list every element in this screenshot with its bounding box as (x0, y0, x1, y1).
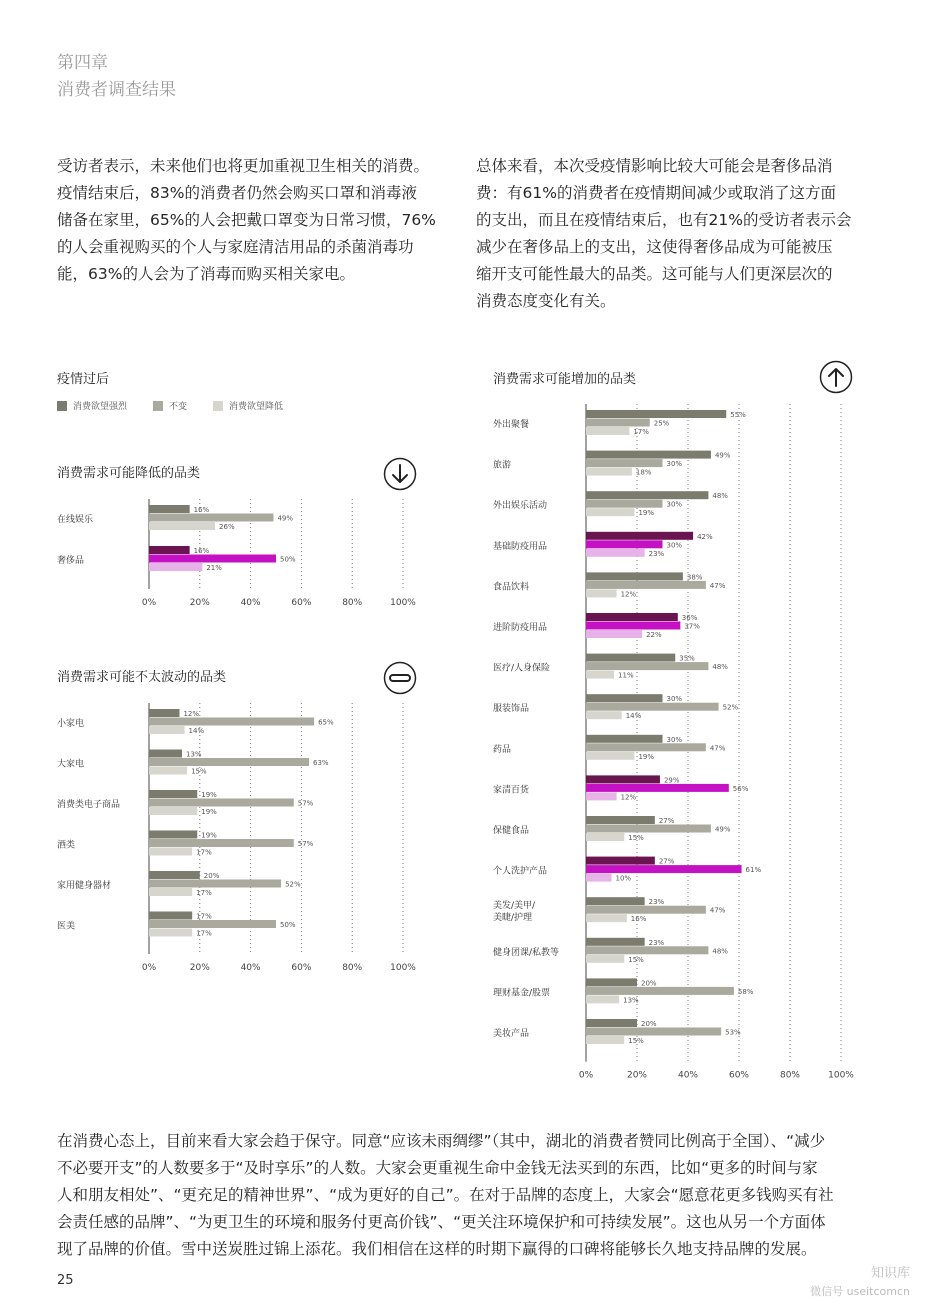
data-label: 19% (201, 808, 217, 816)
bar-weak (149, 726, 185, 734)
bar-chart-decrease (0, 495, 460, 605)
data-label: 42% (697, 532, 713, 541)
data-label: 21% (206, 564, 222, 572)
x-tick-label: 100% (390, 963, 416, 970)
bar-strong (149, 546, 190, 554)
legend-swatch (213, 401, 223, 411)
legend-swatch (57, 401, 67, 411)
bar-strong (586, 532, 693, 540)
text-line: 的支出，而且在疫情结束后，也有21%的受访者表示会 (476, 211, 852, 229)
text-line: 不必要开支”的人数要多于“及时享乐”的人数。大家会更重视生命中金钱无法买到的东西，比如“更多的时间与家 (57, 1159, 818, 1177)
x-tick-label: 60% (728, 1070, 750, 1080)
watermark-account: 微信号 useitcomcn (810, 1285, 910, 1298)
bar-weak (149, 888, 192, 896)
bar-strong (586, 775, 660, 783)
paragraph-bottom (57, 1128, 877, 1263)
data-label: 17% (196, 889, 212, 897)
data-label: 13% (186, 750, 202, 759)
bar-same (586, 865, 742, 873)
data-label: 20% (641, 979, 657, 988)
bar-strong (586, 451, 711, 459)
x-tick-label: 20% (189, 598, 210, 605)
category-label: 酒类 (57, 840, 76, 851)
data-label: 11% (618, 671, 634, 680)
bar-strong (586, 1019, 637, 1027)
bar-same (149, 718, 314, 726)
data-label: 15% (628, 955, 644, 964)
x-tick-label: 80% (342, 598, 363, 605)
data-label: 26% (219, 523, 235, 531)
text-line: 能，63%的人会为了消毒而购买相关家电。 (57, 265, 355, 283)
data-label: 14% (188, 727, 205, 735)
bar-strong (586, 654, 675, 662)
data-label: 16% (193, 547, 210, 555)
x-tick-label: 40% (240, 963, 261, 970)
bar-same (586, 540, 663, 548)
chapter-title: 消费者调查结果 (57, 80, 176, 100)
legend-item-same (153, 399, 187, 412)
bar-same (586, 946, 708, 954)
bar-same (586, 825, 711, 833)
bar-strong (149, 709, 179, 717)
x-tick-label: 80% (342, 963, 363, 970)
bar-weak (149, 807, 197, 815)
text-line: 受访者表示，未来他们也将更加重视卫生相关的消费。 (57, 157, 430, 175)
data-label: 19% (638, 509, 655, 518)
legend-swatch (153, 401, 163, 411)
bar-weak (586, 995, 619, 1003)
bar-weak (586, 914, 627, 922)
data-label: 23% (648, 898, 665, 907)
chart-title-increase: 消费需求可能增加的品类 (493, 372, 637, 387)
legend-label: 不变 (169, 402, 188, 412)
data-label: 27% (658, 857, 675, 866)
data-label: 49% (714, 825, 731, 834)
category-label: 进阶防疫用品 (493, 623, 548, 633)
bar-same (586, 703, 719, 711)
bar-same (586, 987, 734, 995)
category-label: 家清百货 (493, 785, 530, 796)
bar-strong (586, 613, 678, 621)
bar-same (586, 743, 706, 751)
data-label: 19% (638, 752, 655, 761)
x-tick-label: 100% (390, 598, 416, 605)
x-tick-label: 20% (189, 963, 210, 970)
bar-same (586, 459, 663, 467)
chapter-number: 第四章 (57, 53, 108, 73)
bar-weak (586, 752, 634, 760)
data-label: 22% (646, 631, 662, 639)
category-label: 健身团课/私教等 (493, 947, 560, 958)
page-number: 25 (57, 1273, 74, 1288)
category-label: 外出聚餐 (493, 420, 530, 430)
text-line: 缩开支可能性最大的品类。这可能与人们更深层次的 (476, 265, 833, 283)
data-label: 47% (709, 906, 726, 915)
bar-strong (149, 912, 192, 920)
bar-weak (586, 468, 632, 476)
bar-strong (149, 790, 197, 798)
data-label: 55% (730, 411, 746, 419)
bar-strong (586, 410, 726, 418)
data-label: 58% (737, 987, 754, 996)
bar-strong (586, 572, 683, 580)
data-label: 23% (648, 549, 665, 558)
bar-weak (586, 874, 612, 882)
bar-strong (149, 831, 197, 839)
data-label: 30% (666, 695, 683, 704)
bar-same (149, 839, 294, 847)
bar-same (149, 555, 276, 563)
data-label: 18% (635, 468, 652, 477)
category-label: 大家电 (57, 759, 85, 770)
text-line: 人和朋友相处”、“更充足的精神世界”、“成为更好的自己”。在对于品牌的态度上，大家会“愿意花更多钱购买有社 (57, 1186, 834, 1204)
category-label: 消费类电子商品 (57, 800, 121, 810)
data-label: 49% (277, 514, 294, 523)
text-line: 费：有61%的消费者在疫情期间减少或取消了这方面 (476, 184, 836, 202)
category-label: 旅游 (493, 460, 512, 471)
data-label: 15% (191, 767, 207, 776)
bar-strong (586, 694, 663, 702)
data-label: 56% (732, 784, 749, 793)
bar-strong (586, 735, 663, 743)
bar-strong (149, 505, 190, 513)
data-label: 57% (297, 799, 314, 808)
chart-title-decrease: 消费需求可能降低的品类 (57, 466, 201, 481)
bar-same (149, 880, 281, 888)
text-line: 现了品牌的价值。雪中送炭胜过锦上添花。我们相信在这样的时期下赢得的口碑将能够长久地支持品牌的发展。 (57, 1240, 817, 1258)
bar-strong (149, 871, 200, 879)
watermark (810, 1265, 910, 1301)
data-label: 27% (658, 817, 675, 825)
data-label: 15% (628, 834, 644, 842)
watermark-brand: 知识库 (870, 1266, 910, 1281)
bar-weak (586, 589, 617, 597)
category-label: 保健食品 (493, 826, 530, 836)
bar-strong (586, 897, 645, 905)
category-label: 基础防疫用品 (493, 541, 548, 552)
bar-strong (586, 491, 708, 499)
text-line: 减少在奢侈品上的支出，这使得奢侈品成为可能被压 (476, 238, 833, 256)
data-label: 12% (183, 710, 200, 718)
data-label: 50% (280, 555, 296, 564)
bar-chart-increase (480, 400, 880, 1080)
data-label: 17% (196, 912, 212, 921)
text-line: 会责任感的品牌”、“为更卫生的环境和服务付更高价钱”、“更关注环境保护和可持续发展”。这也从另一个方面体 (57, 1213, 826, 1231)
bar-weak (149, 848, 192, 856)
data-label: 19% (201, 831, 217, 840)
data-label: 57% (297, 840, 314, 848)
data-label: 29% (663, 776, 680, 785)
data-label: 12% (620, 590, 637, 599)
bar-same (586, 581, 706, 589)
paragraph-right (476, 153, 876, 315)
category-label: 美妆产品 (493, 1029, 530, 1039)
bar-strong (586, 857, 655, 865)
category-label: 医美 (57, 921, 76, 932)
data-label: 30% (666, 541, 683, 550)
up-arrow-circle-icon (819, 360, 853, 394)
category-label: 食品饮料 (493, 582, 530, 593)
data-label: 61% (745, 866, 762, 875)
data-label: 36% (681, 614, 698, 622)
bar-same (149, 920, 276, 928)
data-label: 23% (648, 938, 665, 947)
data-label: 17% (633, 428, 649, 436)
bar-same (586, 662, 708, 670)
text-line: 疫情结束后，83%的消费者仍然会购买口罩和消毒液 (57, 184, 417, 202)
bar-chart-stable (0, 700, 460, 970)
data-label: 37% (684, 622, 700, 631)
data-label: 53% (725, 1028, 741, 1037)
data-label: 50% (280, 921, 296, 929)
bar-weak (149, 522, 215, 530)
data-label: 48% (712, 492, 728, 501)
category-label: 服装饰品 (493, 704, 530, 715)
data-label: 52% (722, 703, 739, 712)
bar-weak (586, 833, 624, 841)
x-tick-label: 40% (677, 1070, 699, 1080)
bar-weak (586, 427, 629, 435)
legend-label: 消费欲望降低 (229, 402, 284, 412)
x-tick-label: 20% (626, 1070, 648, 1080)
chart-title-stable: 消费需求可能不太波动的品类 (57, 670, 227, 685)
category-label: 个人洗护产品 (493, 866, 548, 877)
bar-weak (149, 929, 192, 937)
data-label: 13% (623, 996, 639, 1005)
bar-strong (586, 978, 637, 986)
data-label: 17% (196, 929, 212, 938)
chapter-heading (57, 50, 176, 104)
data-label: 35% (679, 654, 695, 663)
data-label: 20% (203, 872, 220, 880)
bar-same (586, 906, 706, 914)
text-line: 在消费心态上，目前来看大家会趋于保守。同意“应该未雨绸缪”（其中，湖北的消费者赞同比例高于全国）、“减少 (57, 1132, 826, 1150)
bar-same (586, 622, 680, 630)
data-label: 20% (641, 1020, 657, 1028)
legend-item-strong (57, 399, 127, 412)
x-tick-label: 100% (828, 1070, 854, 1080)
bar-weak (586, 630, 642, 638)
data-label: 30% (666, 735, 683, 744)
legend-label: 消费欲望强烈 (73, 402, 128, 412)
bar-strong (586, 816, 655, 824)
bar-strong (586, 938, 645, 946)
category-label: 家用健身器材 (57, 881, 112, 891)
x-tick-label: 0% (141, 963, 157, 970)
data-label: 65% (318, 718, 334, 727)
bar-weak (586, 671, 614, 679)
bar-same (586, 419, 650, 427)
data-label: 30% (666, 500, 683, 509)
data-label: 49% (714, 451, 731, 460)
category-label: 理财基金/股票 (493, 988, 551, 999)
category-label: 美睫/护理 (493, 913, 533, 924)
legend-item-weak (213, 399, 283, 412)
category-label: 奢侈品 (57, 556, 85, 566)
data-label: 16% (193, 506, 210, 514)
data-label: 17% (196, 848, 212, 857)
bar-same (149, 514, 273, 522)
category-label: 美发/美甲/ (493, 901, 536, 912)
data-label: 15% (628, 1037, 644, 1045)
category-label: 小家电 (57, 719, 85, 729)
data-label: 48% (712, 947, 728, 956)
x-tick-label: 0% (141, 598, 157, 605)
bar-same (586, 1028, 721, 1036)
text-line: 消费态度变化有关。 (476, 292, 616, 310)
category-label: 外出娱乐活动 (493, 501, 548, 512)
data-label: 47% (709, 744, 726, 753)
bar-weak (586, 1036, 624, 1044)
bar-weak (586, 549, 645, 557)
category-label: 医疗/人身保险 (493, 663, 551, 674)
neutral-bar-circle-icon (383, 661, 417, 695)
bar-same (149, 758, 309, 766)
bar-weak (586, 508, 634, 516)
data-label: 47% (709, 581, 726, 590)
bar-same (586, 784, 729, 792)
x-tick-label: 0% (578, 1070, 594, 1080)
data-label: 25% (653, 419, 670, 428)
chart-legend (57, 399, 309, 412)
text-line: 总体来看，本次受疫情影响比较大可能会是奢侈品消 (476, 157, 833, 175)
section-title: 疫情过后 (57, 372, 110, 387)
category-label: 在线娱乐 (57, 515, 94, 525)
data-label: 52% (285, 880, 301, 889)
bar-weak (586, 792, 617, 800)
paragraph-left (57, 153, 457, 288)
bar-same (586, 500, 663, 508)
data-label: 10% (615, 874, 632, 883)
x-tick-label: 40% (240, 598, 261, 605)
text-line: 的人会重视购买的个人与家庭清洁用品的杀菌消毒功 (57, 238, 414, 256)
data-label: 48% (712, 663, 728, 672)
x-tick-label: 60% (291, 963, 312, 970)
data-label: 14% (625, 712, 642, 721)
bar-weak (149, 563, 202, 571)
bar-strong (149, 750, 182, 758)
x-tick-label: 60% (291, 598, 312, 605)
down-arrow-circle-icon (383, 457, 417, 491)
x-tick-label: 80% (779, 1070, 801, 1080)
bar-weak (149, 767, 187, 775)
category-label: 药品 (493, 744, 512, 755)
text-line: 储备在家里，65%的人会把戴口罩变为日常习惯，76% (57, 211, 436, 229)
data-label: 19% (201, 791, 217, 799)
bar-weak (586, 955, 624, 963)
bar-same (149, 799, 294, 807)
data-label: 38% (686, 573, 703, 582)
data-label: 30% (666, 460, 683, 469)
data-label: 16% (630, 915, 647, 924)
data-label: 12% (620, 793, 637, 802)
data-label: 63% (313, 759, 329, 767)
bar-weak (586, 711, 622, 719)
